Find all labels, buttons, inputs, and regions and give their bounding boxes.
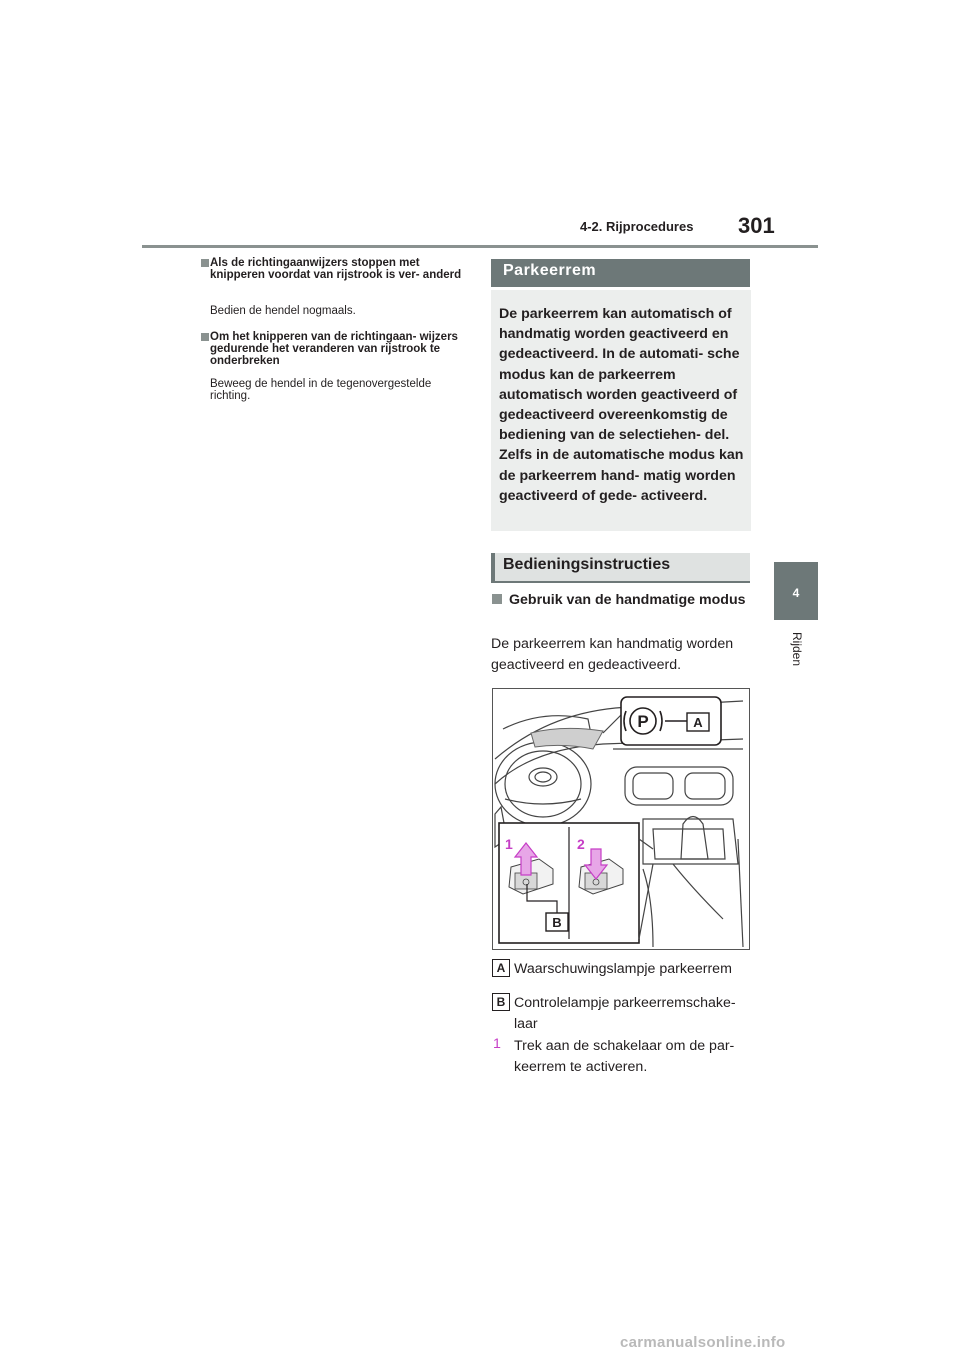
left-heading-2-text: Om het knipperen van de richtingaan- wijzers gedurende het veranderen van rijstrook te onderbreken — [210, 331, 458, 367]
section-bar-title: Parkeerrem — [503, 262, 597, 279]
chapter-label-text: Rijden — [790, 632, 804, 667]
legend-b-box: B — [492, 993, 510, 1011]
left-heading-1-text: Als de richtingaanwijzers stoppen met knipperen voordat van rijstrook is ver- anderd — [210, 257, 462, 281]
watermark: carmanualsonline.info — [620, 1334, 786, 1351]
bullet-square-icon — [201, 333, 209, 341]
left-body-2: Beweeg de hendel in de tegenovergestelde richting. — [210, 378, 432, 402]
chapter-number: 4 — [792, 586, 800, 600]
left-body-1: Bedien de hendel nogmaals. — [210, 305, 356, 317]
step-1-number: 1 — [493, 1036, 501, 1052]
legend-a-box: A — [492, 959, 510, 977]
left-heading-2 — [210, 331, 465, 367]
parking-brake-illustration — [492, 688, 750, 950]
intro-box — [491, 290, 751, 531]
subhead — [509, 590, 749, 610]
switch-inset — [499, 823, 653, 943]
callout-a-label: A — [693, 715, 703, 730]
section-title: 4-2. Rijprocedures — [580, 219, 694, 234]
subsection-title: Bedieningsinstructies — [503, 556, 671, 573]
subhead-text: Gebruik van de handmatige modus — [509, 592, 746, 608]
subsection-stripe — [491, 553, 495, 583]
subbody: De parkeerrem kan handmatig worden geactiveerd en gedeactiveerd. — [491, 636, 734, 673]
legend-a-text: Waarschuwingslampje parkeerrem — [514, 961, 732, 977]
header-rule — [142, 245, 818, 248]
bullet-square-icon — [492, 594, 502, 604]
dashboard-drawing — [493, 689, 749, 949]
page-number: 301 — [738, 213, 775, 238]
section-bar-parkeerrem — [491, 259, 750, 287]
chapter-tab — [774, 562, 818, 620]
p-symbol: P — [637, 712, 649, 731]
legend-b-text: Controlelampje parkeerremschake- laar — [514, 995, 736, 1032]
callout-b-label: B — [552, 915, 562, 930]
left-heading-1 — [210, 257, 465, 281]
subsection-bar — [491, 553, 750, 583]
intro-text: De parkeerrem kan automatisch of handmatig worden geactiveerd en gedeactiveerd. In de automati- sche modus kan de parkeerrem automatisch worden geactiveerd of gedeactiveerd overeenkomstig de bediening van de selectiehen- del. Zelfs in de automatische modus kan de parkeerrem hand- matig worden geactiveerd of gede- activeerd. — [499, 306, 744, 504]
step-1-marker: 1 — [505, 836, 513, 852]
bullet-square-icon — [201, 259, 209, 267]
cluster-highlight — [531, 728, 603, 749]
chapter-label — [780, 632, 808, 702]
step-2-marker: 2 — [577, 836, 585, 852]
warning-light-callout — [621, 697, 721, 745]
step-1-text: Trek aan de schakelaar om de par- keerrem te activeren. — [514, 1038, 735, 1075]
